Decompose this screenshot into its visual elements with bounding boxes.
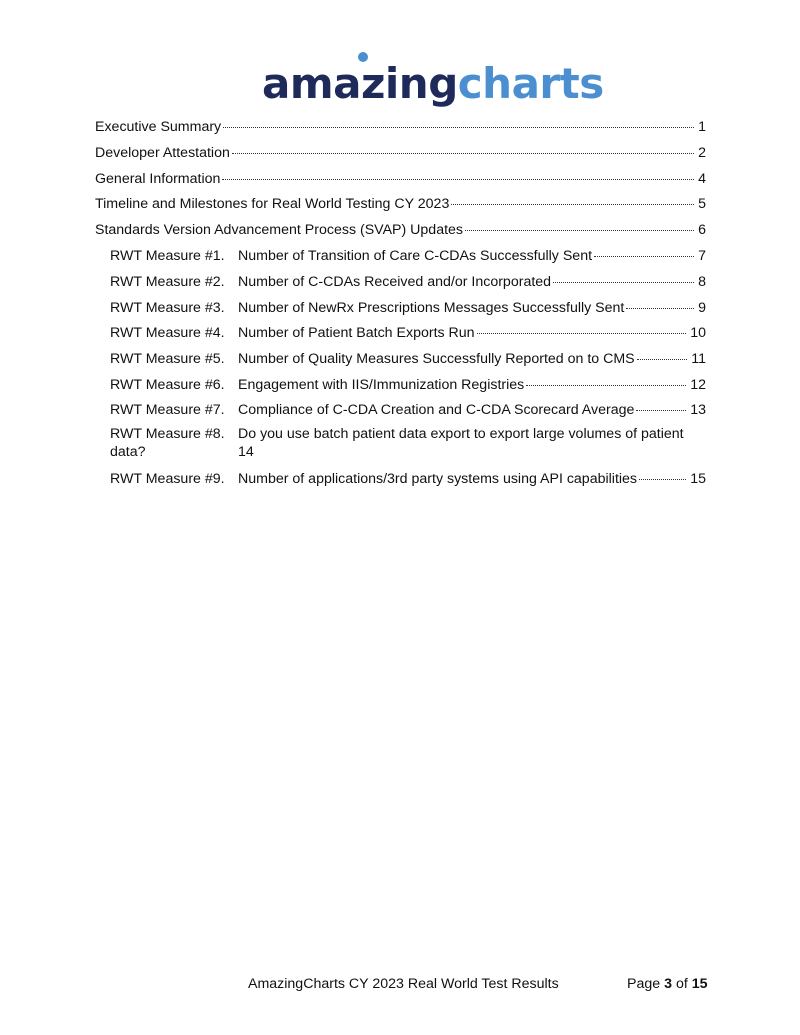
toc-leader: [636, 396, 686, 411]
measure-page: 11: [691, 351, 706, 367]
toc-leader: [637, 345, 688, 360]
measure-text: Number of Patient Batch Exports Run: [238, 325, 475, 341]
footer-page-prefix: Page: [627, 976, 661, 992]
measure-text: Compliance of C-CDA Creation and C-CDA Scorecard Average: [238, 402, 635, 418]
toc-leader: [639, 465, 686, 480]
toc-entry-page: 6: [698, 222, 706, 238]
toc-entry-text: Timeline and Milestones for Real World Testing CY 2023: [95, 196, 450, 212]
measure-label: RWT Measure #1.: [110, 248, 225, 264]
measure-text: Number of Transition of Care C-CDAs Successfully Sent: [238, 248, 593, 264]
measure-label-continued: data?: [110, 444, 146, 460]
measure-text: Do you use batch patient data export to export large volumes of patient: [238, 426, 684, 442]
measure-text: Number of Quality Measures Successfully Reported on to CMS: [238, 351, 635, 367]
toc-entry-text: Standards Version Advancement Process (SVAP) Updates: [95, 222, 464, 238]
footer-title: AmazingCharts CY 2023 Real World Test Results: [248, 976, 559, 992]
toc-entry-page: 5: [698, 196, 706, 212]
toc-leader: [465, 216, 694, 231]
toc-leader: [594, 242, 694, 257]
measure-page: 9: [698, 300, 706, 316]
measure-page: 8: [698, 274, 706, 290]
toc-measure-entry[interactable]: [110, 271, 706, 291]
amazingcharts-logo: [262, 52, 604, 112]
measure-label: RWT Measure #9.: [110, 471, 225, 487]
toc-measure-entry[interactable]: [110, 374, 706, 394]
toc-entry-text: General Information: [95, 171, 221, 187]
measure-text: Engagement with IIS/Immunization Registries: [238, 377, 525, 393]
footer-page-total: 15: [691, 976, 708, 992]
measure-page: 15: [690, 471, 706, 487]
measure-label: RWT Measure #5.: [110, 351, 225, 367]
toc-entry-text: Executive Summary: [95, 119, 222, 135]
toc-leader: [232, 139, 694, 154]
toc-leader: [223, 113, 694, 128]
measure-label: RWT Measure #8.: [110, 426, 225, 442]
measure-label: RWT Measure #3.: [110, 300, 225, 316]
logo-part2: charts: [457, 59, 604, 108]
measure-label: RWT Measure #7.: [110, 402, 225, 418]
toc-entry[interactable]: [95, 168, 706, 188]
toc-measure-entry[interactable]: [110, 399, 706, 419]
toc-entry[interactable]: [95, 142, 706, 162]
logo-wordmark: [262, 59, 604, 108]
toc-entry[interactable]: [95, 219, 706, 239]
toc-leader: [477, 319, 687, 334]
measure-text: Number of NewRx Prescriptions Messages Successfully Sent: [238, 300, 625, 316]
measure-label: RWT Measure #4.: [110, 325, 225, 341]
toc-measure-entry[interactable]: [110, 245, 706, 265]
toc-entry-page: 4: [698, 171, 706, 187]
measure-page: 14: [238, 444, 254, 460]
measure-page: 13: [690, 402, 706, 418]
toc-entry-text: Developer Attestation: [95, 145, 230, 161]
measure-page: 7: [698, 248, 706, 264]
toc-measure-entry[interactable]: [110, 322, 706, 342]
toc-measure-entry-wrapped[interactable]: [110, 425, 706, 461]
toc-leader: [451, 190, 694, 205]
toc-measure-entry[interactable]: [110, 348, 706, 368]
measure-page: 12: [690, 377, 706, 393]
toc-leader: [222, 165, 694, 180]
measure-label: RWT Measure #2.: [110, 274, 225, 290]
measure-page: 10: [690, 325, 706, 341]
toc-leader: [626, 294, 694, 309]
measure-label: RWT Measure #6.: [110, 377, 225, 393]
toc-entry[interactable]: [95, 116, 706, 136]
measure-text: Number of applications/3rd party systems using API capabilities: [238, 471, 638, 487]
toc-leader: [526, 371, 686, 386]
logo-part1: amazing: [262, 59, 458, 108]
toc-leader: [553, 268, 694, 283]
measure-text: Number of C-CDAs Received and/or Incorporated: [238, 274, 552, 290]
toc-measure-entry[interactable]: [110, 468, 706, 488]
toc-measure-entry[interactable]: [110, 297, 706, 317]
footer-page-current: 3: [664, 976, 672, 992]
footer-page-number: [627, 975, 708, 993]
toc-entry[interactable]: [95, 193, 706, 213]
toc-entry-page: 1: [698, 119, 706, 135]
footer-page-of: of: [675, 976, 688, 992]
toc-entry-page: 2: [698, 145, 706, 161]
